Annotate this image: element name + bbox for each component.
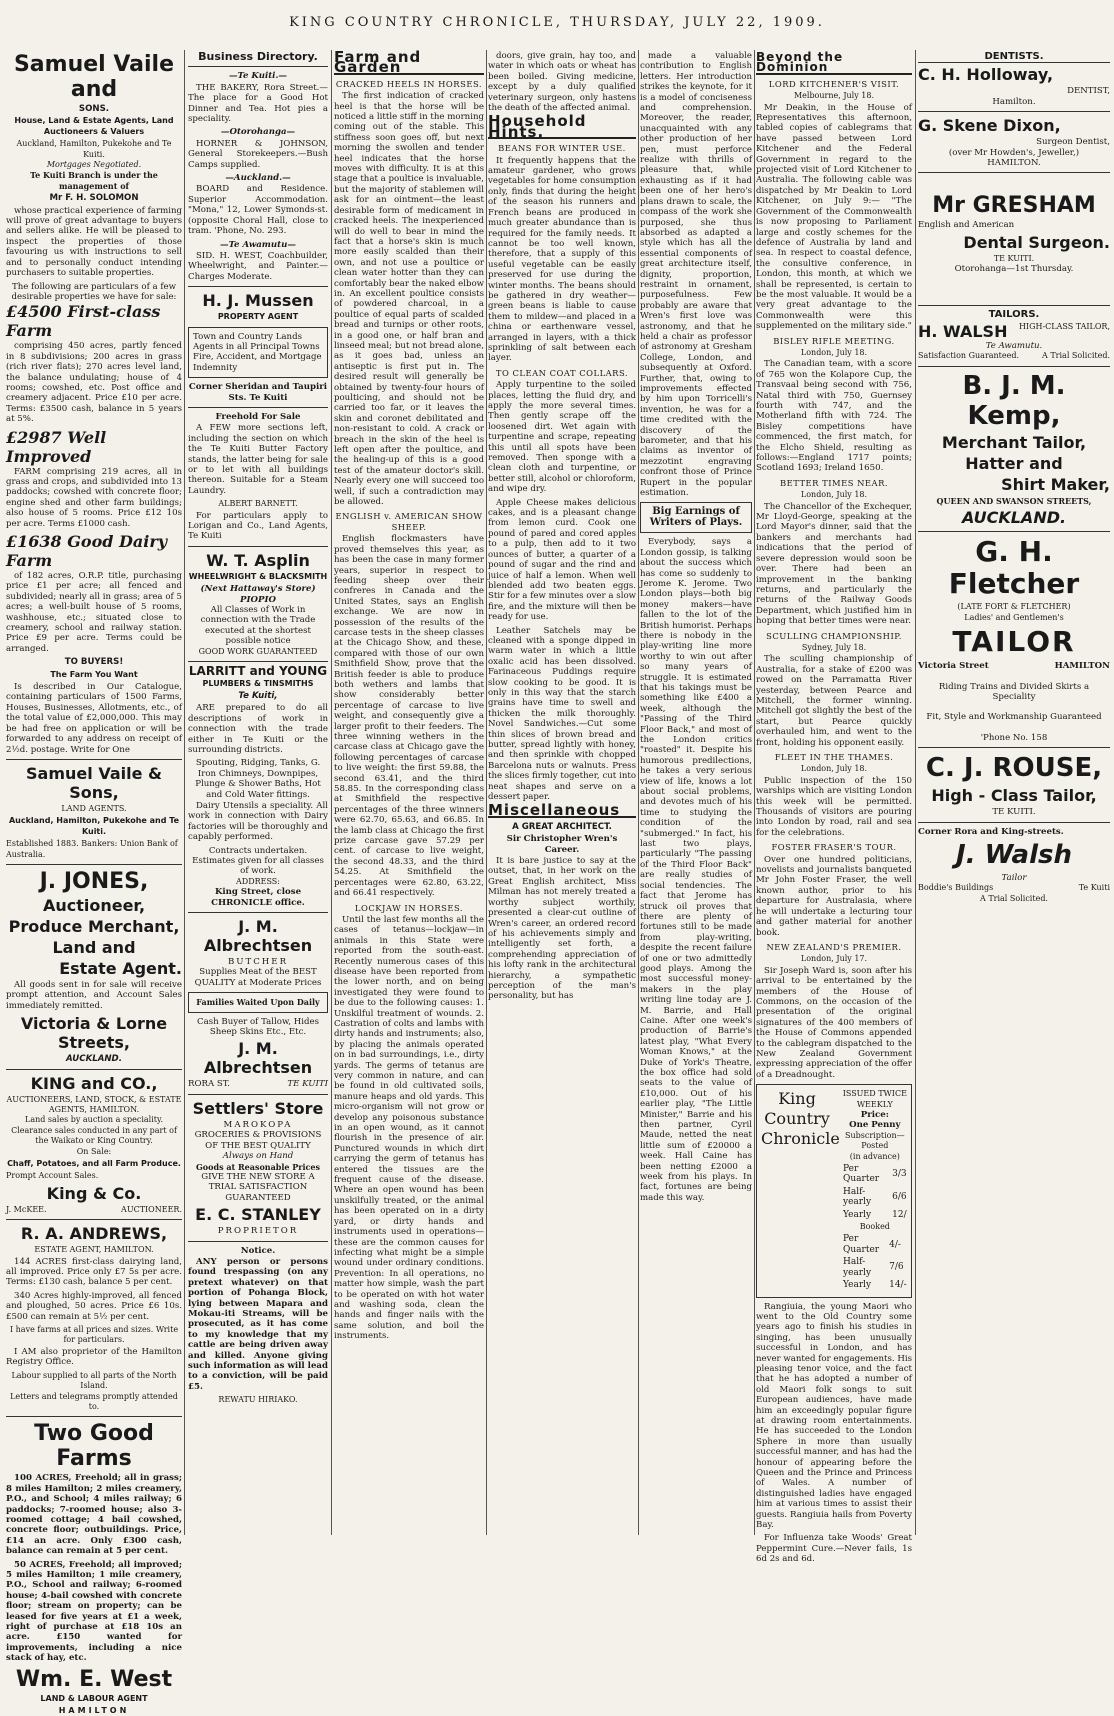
f50: 50 ACRES, Freehold; all improved; 5 miles Hamilton; 1 mile creamery, P.O., School and railway; 6-roomed house; 4-bail cowshed with concrete floor; stream on property; can be leased for five years at £1 a week, right of purchase at £18 10s an acre. £150 wanted for improvements, including a nice stack of hay, etc. [6, 1559, 182, 1664]
buyers: TO BUYERS! [64, 657, 124, 668]
te-kuiti-head: —Te Kuiti.— [228, 71, 288, 82]
kemp: B. J. M. Kemp, [962, 370, 1066, 431]
rouse-role: High - Class Tailor, [931, 786, 1097, 806]
fletcher-street-row: Victoria Street HAMILTON [918, 661, 1110, 672]
corner: Corner Rora and King-streets. [918, 826, 1064, 837]
fleet-text: Public inspection of the 150 warships which are visiting London this week will be permitted. Thousands of visitors are pouring into London by road, rail and sea for the celebrations. [756, 775, 912, 838]
proprietor: PROPRIETOR [217, 1226, 299, 1237]
cracked-text: The first indication of cracked heel is that the horse will be noticed a little stiff in the morning coming out of the stable. This stiffness soon goes off, but next morning the swollen and tender heel indicates that the horse moves with difficulty. It is at this stage that a poultice is invaluable, but the majority of stablemen will ask for an ointment—the least desirable form of medicament in cracked heels. The inexperienced will do well to bear in mind the fact that a horse's skin is much more easily scalded than their own, and not use a poultice or clean water hotter than they can comfortably bear the naked elbow in. An excellent poultice consists of powdered charcoal, in a poultice of equal parts of scalded bread and turnips or other roots, in a good one, or half bran and linseed meal; but not bread alone, as it goes bad, unless an antiseptic is first put in. The desired result will generally be obtained by twenty-four hours of poulticing, and should not be carried too far, or it leaves the skin and coronet debilitated and non-resistant to cold. A crack or breach in the skin of the heel is left open after the poultice, and the healing-up of this is a good test of the amateur doctor's skill. Nearly every one will succeed too well, if such a contradiction may be allowed. [334, 91, 484, 508]
kitchener-date: Melbourne, July 18. [793, 91, 875, 101]
farm2-title: £2987 Well Improved [6, 427, 107, 466]
king-co: KING and CO., [30, 1073, 158, 1093]
kemp-city: AUCKLAND. [961, 508, 1067, 528]
notice-text: ANY person or persons found trespassing (on any pretext whatever) on that portion of Pohanga Block, lying between Mapara and Mokau-iti Streams, will be prosecuted, as it has come to my knowledge that my cattle are being driven away and killed. Anyone giving such information as will lead to a conviction, will be paid £5. [188, 1256, 328, 1392]
column-5 [640, 50, 752, 1535]
farms-all: I have farms at all prices and sizes. Write for particulars. [9, 1325, 179, 1345]
mussen-box [188, 327, 328, 379]
rouse-place: TE KUITI. [992, 807, 1036, 818]
col4-intro: doors, give grain, hay too, and water in which oats or wheat has been boiled. Giving medicine, except by a duly qualified veterinary surgeon, only hastens the death of the affected animal. [488, 51, 636, 114]
sons-name: Samuel Vaile & Sons, [26, 763, 162, 802]
asplin: W. T. Asplin [206, 550, 310, 570]
plumbers: PLUMBERS & TINSMITHS [202, 678, 314, 688]
victoria: Victoria & Lorne Streets, [20, 1014, 168, 1053]
column-2 [188, 50, 328, 1535]
kitchener-text: Mr Deakin, in the House of Representatives this afternoon, tabled copies of cablegrams that have passed between Lord Kitchener and the Federal Government in regard to the projected visit of Lord Kitchener to Australia. The following cable was dispatched by Mr Deakin to Lord Kitchener, on July 9:— "The Government of the Commonwealth is now proposing to Parliament large and costly schemes for the defence of Australia by land and sea. In respect to coastal defence, the consultive conference, in London, this month, at which we shall be represented, is certain to be the most valuable. It would be a very great advantage to the Commonwealth were this supplemented on the military side." [756, 102, 912, 332]
chronicle-box [756, 1084, 912, 1297]
better-heading: BETTER TIMES NEAR. [779, 477, 889, 488]
price-label: Price: [860, 1110, 889, 1120]
jwalsh-role: Tailor [1001, 872, 1027, 883]
premier-text: Sir Joseph Ward is, soon after his arrival to be entertained by the members of the House of Commons, on the occasion of the presentation of the original signatures of the 400 members of the House of Commons appended to the cablegram dispatched to the New Zealand Government expressing appreciation of the offer of a Dreadnought. [756, 965, 912, 1080]
walsh-row: H. WALSH HIGH-CLASS TAILOR, [918, 322, 1110, 342]
rouse: C. J. ROUSE, [925, 753, 1103, 784]
premier-date: London, July 17. [800, 954, 868, 964]
branch: Te Kuiti Branch is under the management of [30, 170, 158, 191]
vaile-places: Auckland, Hamilton, Pukekohe and Te Kuiti. [16, 139, 172, 159]
farm-garden-heading: Farm and Garden [334, 52, 484, 75]
better-date: London, July 18. [800, 490, 868, 500]
always: Always on Hand [222, 1151, 294, 1162]
cash-buyer: Cash Buyer of Tallow, Hides Sheep Skins Etc., Etc. [197, 1016, 319, 1038]
foster-text: Over one hundred politicians, novelists and journalists banqueted Mr John Foster Fraser, the well known author, prior to his departure for Australasia, where he will undertake a lecturing tour and gather material for another book. [756, 854, 912, 938]
jwalsh-row: Boddie's Buildings Te Kuiti [918, 883, 1110, 893]
riding: Riding Trains and Divided Skirts a Speciality [938, 681, 1090, 702]
f100: 100 ACRES, Freehold; all in grass; 8 miles Hamilton; 2 miles creamery, P.O., and School; 4 miles railway; 6 paddocks; 7-roomed house; also 3-roomed cottage; 4 bail cowshed, concrete floor; outbuildings. Price, £14 an acre. Only £300 cash, balance can remain at 5 per cent. [6, 1473, 182, 1557]
advance: (in advance) [849, 1151, 900, 1161]
stanley: E. C. STANLEY [195, 1205, 321, 1225]
fleet-date: London, July 18. [800, 764, 868, 774]
column-6 [756, 50, 912, 1565]
albrechtsen: J. M. Albrechtsen [203, 917, 313, 956]
jwalsh-trial: A Trial Solicited. [980, 893, 1048, 903]
otorohanga-head: —Otorohanga— [220, 127, 296, 138]
col5-intro: made a valuable contribution to English letters. Her introduction strikes the keynote, for it is a model of conciseness and comprehension. Moreover, the reader, unacquainted with any other production of her pen, must perforce realize with thrills of pleasure that, while exhausting as if it had been one of her hero's plans drawn to scale, the compass of the work she purposed, she thus absorbed as adapted a style which has all the essential components of great architecture itself, dignity, proportion, restraint in ornament, purposefulness. Few probably are aware that Wren's first love was astronomy, and that he held a chair as professor of astronomy at Gresham College, London, and subsequently at Oxford. Further, that, owing to improvements effected by him upon Torricelli's invention, he was for a time credited with the discovery of the barometer, and that his claims as inventor of mezzotint engraving confront those of Prince Rupert in the popular estimation. [640, 51, 752, 499]
supplies: Supplies Meat of the BEST QUALITY at Moderate Prices [194, 967, 322, 988]
mckee: J. McKEE. AUCTIONEER. [6, 1204, 182, 1214]
horner: HORNER & JOHNSON, General Storekeepers.—Bush Camps supplied. [188, 138, 328, 170]
freehold-text: A FEW more sections left, including the section on which the Te Kuiti Butter Factory stands, the latter being for sale or to let with all buildings thereon. Suitable for a Steam Laundry. [188, 423, 328, 496]
dixon-role: Surgeon Dentist, [1036, 137, 1110, 148]
chaff: Chaff, Potatoes, and all Farm Produce. [7, 1159, 181, 1168]
solomon-text: whose practical experience of farming will prove of great advantage to buyers and sellers alike. He will be pleased to inspect the properties of those favouring us with instructions to sell and to personally conduct intending purchasers to suitable properties. [6, 205, 182, 279]
farm-want: The Farm You Want [50, 669, 138, 679]
marokopa: MAROKOPA [223, 1119, 293, 1130]
booked: Booked [859, 1222, 890, 1232]
estate-agent: Estate Agent. [59, 958, 182, 978]
vaile-sons: SONS. [78, 104, 110, 114]
a340: 340 Acres highly-improved, all fenced and ploughed, 50 acres. Price £6 10s. £500 can remain at 5½ per cent. [6, 1290, 182, 1322]
wren-heading: Sir Christopher Wren's Career. [506, 834, 618, 855]
kemp-role1: Merchant Tailor, [941, 432, 1087, 452]
big-earnings-text: Everybody, says a London gossip, is talking about the success which has come so suddenly to Jerome K. Jerome. Two London plays—both big money makers—have fallen to the lot of the British humorist. Perhaps there is nobody in the play-writing line more worthy to win out after so many years of struggle. It is estimated that his takings must be something like £400 a week, although the "Passing of the Third Floor Back," and most of the London critics "roasted" it. Despite his humorous predilections, he takes a very serious view of life, knows a lot about social problems, and devotes much of his time to studying the condition of the "submerged." In fact, his last two plays, particularly "The passing of the Third Floor Back" are really studies of social tendencies. The fact that Jerome has struck oil proves that there are plenty of fortunes still to be made from play-writing, despite the recent failure of one or two admittedly good plays. Among the most successful money-makers in the play writing line today are J. M. Barrie, and Hall Caine. After one week's production of Barrie's latest play, "What Every Woman Knows," at the Duke of York's Theatre, the box office had sold seats to the value of £10,000. Out of his earlier play, "The Little Minister," Barrie and his then partner, Cyril Maude, netted the neat little sum of £20000 a week. Hall Caine has been netting £2000 a week from his plays. In fact, fortunes are being made this way. [640, 537, 752, 1203]
farm1-title: £4500 First-class Farm [6, 302, 161, 341]
produce: Produce Merchant, [8, 916, 180, 936]
sculling-heading: SCULLING CHAMPIONSHIP. [766, 630, 902, 641]
west-place: HAMILTON [58, 1706, 130, 1716]
column-4 [488, 50, 636, 1535]
a144: 144 ACRES first-class dairying land, all improved. Price only £7 5s per acre. Terms: £130 cash, balance 5 per cent. [6, 1256, 182, 1288]
subscription: Subscription—Posted [845, 1130, 905, 1151]
land-sales: Land sales by auction a speciality. [25, 1115, 163, 1125]
dixon-place: HAMILTON. [987, 158, 1041, 169]
bisley-text: The Canadian team, with a score of 765 won the Kolapore Cup, the Transvaal being second with 756, Natal third with 750, Guernsey fourth with 747, and the Motherland fifth with 724. The Bisley competitions have commenced, the first match, for the Elcho Shield, resulting as follows:—England 1717 points; Scotland 1693; Ireland 1650. [756, 359, 912, 474]
gresham: Mr GRESHAM [932, 193, 1096, 219]
gresham-role1: English and American [918, 220, 1015, 231]
address: ADDRESS: [236, 876, 280, 886]
mussen-text: Town and Country Lands Agents in all Principal Towns Fire, Accident, and Mortgage Indemnity [193, 331, 322, 373]
misc-text: Leather Satchels may be cleaned with a sponge dipped in warm water in which a little oxalic acid has been dissolved. Farinaceous Puddings require slow cooking to be good. It is only in this way that the starch grains have time to swell and thicken the milk thoroughly. Novel Sandwiches.—Cut some thin slices of brown bread and butter, spread lightly with honey, and then sprinkle with chopped Barcelona nuts or walnuts. Press the slices firmly together, cut into neat shapes and serve on a dessert paper. [488, 625, 636, 803]
bisley-date: London, July 18. [800, 347, 868, 357]
jwalsh: J. Walsh [956, 839, 1072, 870]
fleet-heading: FLEET IN THE THAMES. [774, 752, 894, 762]
auckland-head: —Auckland.— [225, 173, 291, 184]
give: GIVE THE NEW STORE A TRIAL SATISFACTION GUARANTEED [201, 1171, 315, 1203]
rora: RORA ST. TE KUITI [188, 1079, 328, 1090]
albrechtsen-2: J. M. Albrechtsen [203, 1039, 313, 1078]
te-kuiti-2: Te Kuiti, [238, 690, 278, 701]
catalogue: Is described in Our Catalogue, containing particulars of 1500 Farms, Houses, Businesses, Allotments, etc., of the total value of £2,000,000. This may be had free on application or will be forwarded to any address on receipt of 2½d. postage. Write for One [6, 682, 182, 755]
booked-table: Per Quarter 4/- Half-yearly 7/6 Yearly 14/- [843, 1234, 907, 1291]
misc-heading: Miscellaneous [488, 805, 636, 817]
land-and: Land and [52, 937, 136, 957]
kemp-addr: QUEEN AND SWANSON STREETS, [936, 495, 1092, 506]
groceries: GROCERIES & PROVISIONS OF THE BEST QUALITY [194, 1130, 322, 1151]
english-heading: ENGLISH v. AMERICAN SHOW SHEEP. [335, 511, 483, 532]
holloway: C. H. Holloway, [918, 65, 1054, 85]
english-text: English flockmasters have proved themselves this year, as has been the case in many former years, superior in respect to feeding sheep over their confreres in Canada and the United States, says an English exchange. We are now in possession of the results of the carcase tests in the sheep classes at the Chicago Show, and these, compared with those of our own Smithfield Show, prove that the British feeder is able to produce both wethers and lambs that show considerably better percentage of carcase to live weight, and consequently give a larger profit to their feeders. The three winning wethers in the carcase class at Chicago gave the following percentages of carcase to live weight: the first 59.88, the second 63.41, and the third 58.85. In the corresponding class at Smithfield the respective percentages of the three winners were 62.70, 65.63, and 66.85. In the lamb class at Chicago the first prize carcase gave 57.29 per cent. of carcase to live weight, the second 48.33, and the third 54.25. At Smithfield the percentages were 62.80, 63.22, and 66.41 respectively. [334, 534, 484, 899]
walsh-sat-row: Satisfaction Guaranteed. A Trial Solicited. [918, 351, 1110, 361]
big-earnings-heading: Big Earnings of Writers of Plays. [640, 502, 752, 533]
fletcher: G. H. Fletcher [948, 535, 1080, 601]
beyond-heading: Beyond the Dominion [756, 52, 912, 75]
dixon: G. Skene Dixon, [918, 116, 1061, 136]
sons-places: Auckland, Hamilton, Pukekohe and Te Kuiti. [8, 816, 180, 836]
sons-role: LAND AGENTS. [61, 803, 127, 813]
te-awamutu-head: —Te Awamutu— [220, 239, 296, 250]
phone: 'Phone No. 158 [980, 732, 1048, 743]
better-text: The Chancellor of the Exchequer, Mr Lloyd-George, speaking at the Lord Mayor's dinner, said that the bankers and merchants had indications that the period of severe depression would soon be over. There had been an improvement in the banking returns, and particularly the returns of the Railway Goods Department, which justified him in hoping that better times were near. [756, 501, 912, 627]
cracked-heading: CRACKED HEELS IN HORSES. [335, 78, 483, 89]
sculling-date: Sydney, July 18. [801, 642, 867, 652]
vaile-name: Samuel Vaile and [13, 52, 175, 102]
king-role: AUCTIONEERS, LAND, STOCK, & ESTATE AGENTS, HAMILTON. [6, 1094, 182, 1114]
sid-west: SID. H. WEST, Coachbuilder, Wheelwright, and Painter.—Charges Moderate. [188, 250, 328, 282]
architect-heading: A GREAT ARCHITECT. [512, 821, 612, 832]
barnett: ALBERT BARNETT. [218, 499, 298, 509]
on-sale: On Sale: [76, 1146, 112, 1156]
bakery: THE BAKERY, Rora Street.—The place for a Good Hot Dinner and Tea. Hot pies a speciality. [188, 82, 328, 125]
premier-heading: NEW ZEALAND'S PREMIER. [766, 941, 902, 952]
household-heading: Household Hints. [488, 116, 636, 139]
prompt: Prompt Account Sales. [6, 1171, 99, 1181]
apple-text: Apple Cheese makes delicious cakes, and is a pleasant change from lemon curd. Cook one pound of pared and cored apples to a pulp, then add to it two ounces of butter, a quarter of a pound of sugar and the rind and juice of half a lemon. When well blended add two beaten eggs. Stir for a few minutes over a slow fire, and the mixture will then be ready for use. [488, 497, 636, 623]
estimates: Estimates given for all classes of work. [192, 856, 324, 877]
dixon-addr: (over Mr Howden's, Jeweller,) [948, 147, 1080, 158]
mussen: H. J. Mussen [202, 291, 314, 311]
jones-text: All goods sent in for sale will receive prompt attention, and Account Sales immediately remitted. [6, 979, 182, 1011]
larritt: LARRITT and YOUNG [188, 664, 328, 679]
letters: Letters and telegrams promptly attended to. [10, 1391, 178, 1411]
king-sig: King & Co. [46, 1183, 142, 1203]
two-farms: Two Good Farms [34, 1421, 154, 1472]
mussen-role: PROPERTY AGENT [217, 312, 299, 322]
rangiuia-text: Rangiuia, the young Maori who went to the Old Country some years ago to finish his studies in singing, has been unusually successful in London, and has never wanted for engagements. His pleasing tenor voice, and the fact that he has adopted a number of old Maori folk songs to suit European audiences, have made him an exceedingly popular figure at drawing room entertainments. He has succeeded to the London Sphere in more than usually successful manner, and has had the honour of appearing before the Queen and the Prince and Princess of Wales. A number of distinguished ladies have engaged him at various times to assist their guests. Rangiuia hails from Poverty Bay. [756, 1301, 912, 1531]
tailors-heading: TAILORS. [988, 308, 1040, 320]
auckland: AUCKLAND. [66, 1054, 122, 1065]
sculling-text: The sculling championship of Australia, for a stake of £200 was rowed on the Parramatta River yesterday, between Pearce and Mitchell, the former winning. Mitchell got slightly the best of the start, but Pearce quickly overhauled him, and went to the front, holding his opponent easily. [756, 654, 912, 748]
influenza-text: For Influenza take Woods' Great Peppermint Cure.—Never fails, 1s 6d 2s and 6d. [756, 1533, 912, 1565]
column-7 [918, 50, 1110, 1535]
freehold: Freehold For Sale [215, 411, 301, 422]
clearance: Clearance sales conducted in any part of the Waikato or King Country. [11, 1125, 177, 1146]
gresham-place: TE KUITI. [993, 253, 1035, 263]
spouting: Spouting, Ridging, Tanks, G. Iron Chimneys, Downpipes, Plunge & Shower Baths, Hot and Cold Water fittings. [195, 758, 321, 800]
following: The following are particulars of a few desirable properties we have for sale: [11, 281, 177, 302]
established: Established 1883. Bankers: Union Bank of Australia. [6, 839, 178, 859]
asplin-role: WHEELWRIGHT & BLACKSMITH [188, 571, 328, 581]
board: BOARD and Residence. Superior Accommodation. "Mona," 12, Lower Symonds-st. (opposite Choral Hall, close to tram. 'Phone, No. 293. [188, 184, 328, 237]
fletcher-prev: (LATE FORT & FLETCHER) [957, 602, 1071, 612]
gresham-day: Otorohanga—1st Thursday. [954, 264, 1074, 275]
penny: One Penny [849, 1120, 901, 1131]
andrews-role: ESTATE AGENT, HAMILTON. [34, 1245, 154, 1255]
column-1 [6, 50, 182, 1716]
vaile-role: House, Land & Estate Agents, Land Auctioneers & Valuers [14, 116, 174, 136]
asplin-text: All Classes of Work in connection with the Trade executed at the shortest possible notice [200, 605, 316, 647]
issued: ISSUED TWICE WEEKLY [842, 1089, 907, 1109]
butcher: BUTCHER [227, 957, 289, 968]
mortgages: Mortgages Negotiated. [46, 160, 142, 170]
west-role: LAND & LABOUR AGENT [40, 1693, 148, 1703]
posted-table: Per Quarter 3/3 Half-yearly 6/6 Yearly 12/ [843, 1164, 907, 1220]
larritt-text: ARE prepared to do all descriptions of work in connection with the trade either in Te Kuiti or the surrounding districts. [188, 703, 328, 755]
bisley-heading: BISLEY RIFLE MEETING. [773, 335, 895, 346]
families: Families Waited Upon Daily [188, 992, 328, 1012]
contracts: Contracts undertaken. [208, 845, 308, 856]
masthead: KING COUNTRY CHRONICLE, THURSDAY, JULY 22, 1909. [289, 15, 825, 30]
fit: Fit, Style and Workmanship Guaranteed [926, 712, 1102, 723]
directory: Business Directory. [198, 50, 318, 63]
wren-text: It is bare justice to say at the outset, that, in her work on the Great English architect, Miss Milman has not merely treated a worthy subject worthily, presented a clear-cut outline of Wren's career, an ordered record of his achievements simply and intelligently set forth, a comprehending appreciation of his lofty rank in the architectural hierarchy, a sympathetic perception of the man's personality, but has [488, 856, 636, 1002]
farm2-text: FARM comprising 219 acres, all in grass and crops, and subdivided into 13 paddocks; cowshed with concrete floor; engine shed and other farm buildings; also house of 5 rooms. Price £12 10s per acre. Terms £1000 cash. [6, 466, 182, 529]
fletcher-ladies: Ladies' and Gentlemen's [964, 612, 1064, 622]
auctioneer: Auctioneer, [42, 895, 146, 915]
dairy: Dairy Utensils a speciality. All work in connection with Dairy factories will be thoroughly and capably performed. [188, 800, 328, 843]
labour: Labour supplied to all parts of the North Island. [11, 1370, 177, 1391]
holloway-place: Hamilton. [992, 96, 1036, 107]
walsh-place: Te Awamutu. [985, 341, 1043, 352]
coat-heading: TO CLEAN COAT COLLARS. [495, 367, 629, 378]
settlers: Settlers' Store [192, 1098, 324, 1118]
solomon: Mr F. H. SOLOMON [49, 193, 139, 204]
notice: Notice. [240, 1245, 276, 1256]
gresham-role2: Dental Surgeon. [963, 232, 1110, 252]
kc-title: King Country Chronicle [761, 1089, 840, 1149]
goods: Goods at Reasonable Prices [195, 1161, 321, 1172]
guaranteed: GOOD WORK GUARANTEED [198, 646, 318, 656]
jones: J. JONES, [39, 868, 149, 894]
hiriako: REWATU HIRIAKO. [218, 1395, 298, 1405]
coat-text: Apply turpentine to the soiled places, letting the fluid dry, and apply the more several times. Then gently scrape off the loosened dirt. Wet again with turpentine and scrape, repeating this until all spots have been removed. Then sponge with a clean cloth and turpentine, or better still, alcohol or chloroform, and wipe dry. [488, 380, 636, 495]
farm3-text: of 182 acres, O.R.P. title, purchasing price £1 per acre; all fenced and subdivided; nearly all in grass; area of 5 acres; a well-built house of 5 rooms, washhouse, etc.; situated close to creamery, school and railway station. Price £9 per acre. Terms could be arranged. [6, 571, 182, 654]
fletcher-tailor: TAILOR [952, 625, 1076, 659]
beans-heading: BEANS FOR WINTER USE. [498, 143, 626, 154]
column-3 [334, 50, 484, 1535]
holloway-role: DENTIST, [1067, 86, 1110, 97]
andrews: R. A. ANDREWS, [20, 1224, 168, 1244]
dentists-heading: DENTISTS. [918, 52, 1110, 63]
beans-text: It frequently happens that the amateur gardener, who grows vegetables for home consumption only, finds that during the height of the season his runners and French beans are produced in much greater abundance than is required for the family needs. It cannot be too well known, therefore, that a supply of this useful vegetable can be easily preserved for use during the winter months. The beans should be gathered in dry weather—green beans is liable to cause them to mildew—and placed in a china or earthenware vessel, arranged in layers, with a thick sprinkling of salt between each layer. [488, 155, 636, 364]
kemp-role3: Shirt Maker, [1001, 474, 1110, 494]
kitchener-heading: LORD KITCHENER'S VISIT. [768, 78, 900, 89]
king-st: King Street, close CHRONICLE office. [211, 887, 305, 908]
lockjaw-heading: LOCKJAW IN HORSES. [354, 902, 464, 913]
lockjaw-text: Until the last few months all the cases of tetanus—lockjaw—in animals in this State were reported from the south-east. Recently numerous cases of this disease have been reported from the lower north, and on being investigated they were found to be due to the following causes: 1. Unskilful treatment of wounds. 2. Castration of colts and lambs with dirty hands and instruments; also, by placing the animals operated on in bad surroundings, i.e., dirty yards. The germs of tetanus are very common in nature, and can be found in old cultivated soils, manure heaps and old yards. This micro-organism will not grow or develop any poisonous substance in an open wound, as it cannot flourish in the presence of air. Punctured wounds in which dirt carrying the germ of tetanus has entered the tissues are the frequent cause of the disease. Where an open wound has been unskilfully treated, or the animal has been operated on in a dirty yard, or dirty hands and instruments used in operations—these are the common causes for infecting what might be a simple wound under ordinary conditions. Prevention: In all operations, no matter how simple, wash the part to be operated on with hot water and washing soda, clean the hands and finger nails with the same solution, and boil the instruments. [334, 914, 484, 1342]
kemp-role2: Hatter and [965, 453, 1063, 473]
foster-heading: FOSTER FRASER'S TOUR. [771, 842, 897, 853]
registry: I AM also proprietor of the Hamilton Registry Office. [6, 1346, 182, 1368]
farm1-text: comprising 450 acres, partly fenced in 8 subdivisions; 200 acres in grass (rich river flats); 270 acres level land, the balance undulating; house of 4 rooms; cowshed, etc. Post office and creamery adjacent. Price £10 per acre. Terms: £3500 cash, balance in 5 years at 5%. [6, 341, 182, 425]
farm3-title: £1638 Good Dairy Farm [6, 532, 168, 570]
mussen-addr: Corner Sheridan and Taupiri Sts. Te Kuiti [188, 382, 328, 403]
west: Wm. E. West [15, 1666, 173, 1692]
barnett-text: For particulars apply to Lorigan and Co., Land Agents, Te Kuiti [188, 510, 328, 542]
piopio: (Next Hattaway's Store) PIOPIO [200, 584, 316, 605]
